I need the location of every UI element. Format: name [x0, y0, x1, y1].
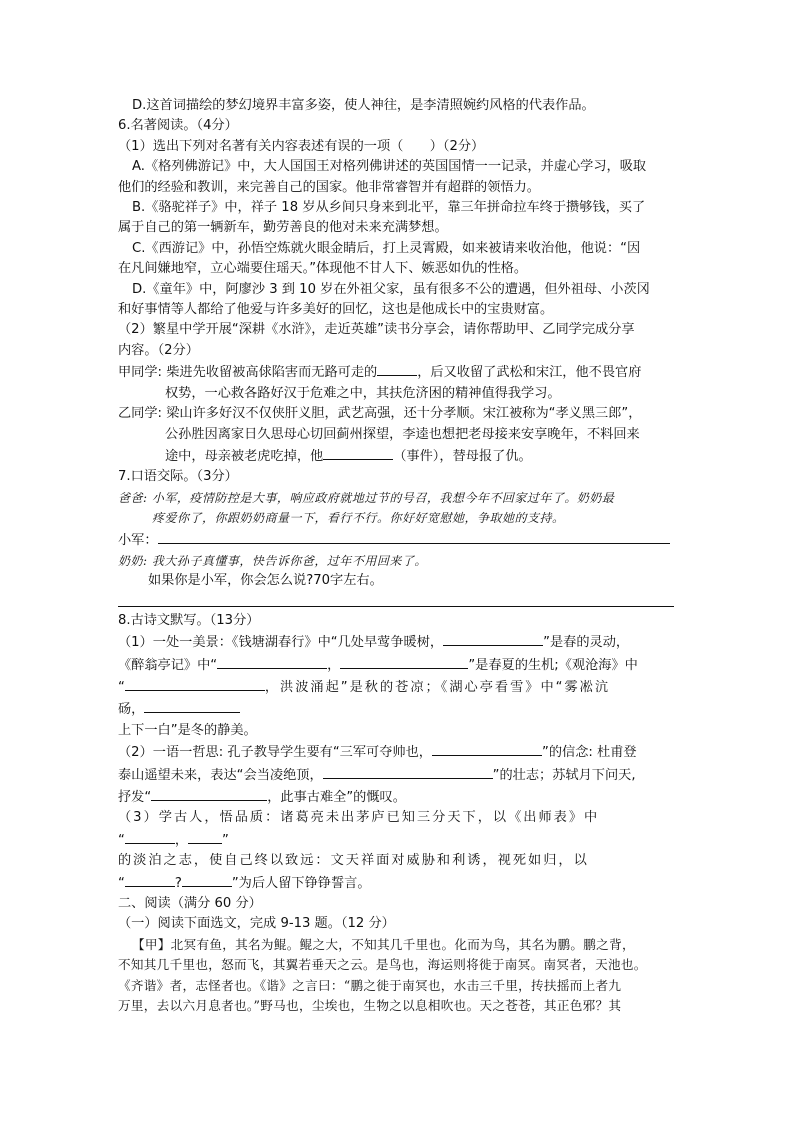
- q7-title: 7.口语交际。（3分）: [118, 469, 238, 485]
- q6-option-a-line1: A.《格列佛游记》中，大人国国王对格列佛讲述的英国国情一一记录，并虚心学习，吸取: [132, 159, 647, 175]
- q6-sub2-line2: 内容。（2分）: [118, 342, 199, 358]
- yi-line3: [118, 445, 678, 467]
- yi-line1: 乙同学: 梁山许多好汉不仅侠肝义胆，武艺高强，还十分孝顺。宋江被称为“孝义黑三郎”，: [118, 406, 642, 422]
- q8-p3-l4b: ?: [174, 875, 182, 891]
- passage-line3: 《齐谐》者，志怪者也。《谐》之言曰：“鹏之徙于南冥也，水击三千里，抟扶摇而上者九: [118, 977, 622, 993]
- q8-p1-line3: [118, 676, 678, 698]
- q8-p1-l1a: （1）一处一美景：《钱塘湖春行》中“几处早莺争暖树，: [118, 635, 444, 651]
- q8-blank-6[interactable]: [432, 741, 542, 756]
- q8-p1-l2a: 《醉翁亭记》中“: [118, 657, 218, 673]
- q8-blank-1[interactable]: [443, 631, 543, 646]
- passage-line4: 万里，去以六月息者也。”野马也，尘埃也，生物之以息相吹也。天之苍苍，其正色邪？其: [118, 998, 622, 1014]
- jia-text-a: 甲同学: 柴进先收留被高俅陷害而无路可走的: [118, 365, 378, 381]
- q6-option-a-line2: 他们的经验和教训，来完善自己的国家。他非常睿智并有超群的领悟力。: [118, 179, 540, 195]
- jia-blank[interactable]: [377, 361, 417, 376]
- q8-blank-3[interactable]: [340, 654, 468, 669]
- q6-option-b-line1: B.《骆驼祥子》中，祥子 18 岁从乡间只身来到北平，靠三年拼命拉车终于攒够钱，买了: [132, 200, 646, 216]
- q6-option-c-line2: 在凡间嫌地窄，立心端要住瑶天。”体现他不甘人下、嫉恶如仇的性格。: [118, 261, 528, 277]
- q6-title: 6.名著阅读。（4分）: [118, 118, 238, 134]
- q8-p2-l3b: ，此事古难全”的慨叹。: [267, 790, 406, 805]
- passage-line2: 不知其几千里也，怒而飞，其翼若垂天之云。是鸟也，海运则将徙于南冥。南冥者，天池也。: [118, 957, 647, 973]
- q8-title: 8.古诗文默写。（13分）: [118, 612, 260, 628]
- q8-p1-line4: [118, 698, 678, 720]
- jia-line1: [118, 361, 678, 383]
- q8-blank-5[interactable]: [144, 698, 240, 713]
- q8-p3-l2b: ，: [174, 832, 189, 848]
- q7-ask: 如果你是小军，你会怎么说?70字左右。: [148, 573, 383, 589]
- jia-text-b: ，后又收留了武松和宋江，他不畏官府: [417, 365, 642, 381]
- q6-option-d-line1: D.《童年》中，阿廖沙 3 到 10 岁在外祖父家，虽有很多不公的遭遇，但外祖母、小茨冈: [132, 281, 650, 297]
- q8-p2-l2a: 泰山遥望未来，表达“会当凌绝顶，: [118, 767, 323, 783]
- q8-p1-line2: [118, 654, 678, 676]
- q8-p3-l2c: ”: [222, 832, 229, 848]
- q6-sub1-prompt: （1）选出下列对名著有关内容表述有误的一项（ ）（2分）: [118, 138, 485, 154]
- q8-p2-line2: [118, 764, 678, 786]
- q6-option-c-line1: C.《西游记》中，孙悟空炼就火眼金睛后，打上灵霄殿，如来被请来收治他，他说：“因: [132, 240, 641, 256]
- q6-option-b-line2: 属于自己的第一辆新车，勤劳善良的他对未来充满梦想。: [118, 220, 448, 236]
- xiaojun-answer-blank[interactable]: [158, 529, 670, 544]
- q8-blank-11[interactable]: [125, 872, 175, 887]
- q8-p2-l1a: （2）一语一哲思: 孔子教导学生要有“三军可夺帅也，: [118, 745, 432, 761]
- q8-blank-4[interactable]: [125, 676, 265, 691]
- q8-p2-l1b: ”的信念: 杜甫登: [541, 745, 637, 761]
- xiaojun-label: 小军：: [118, 532, 158, 548]
- exam-page: [118, 96, 678, 1016]
- q8-blank-12[interactable]: [182, 872, 232, 887]
- yi-text-a: 途中，母亲被老虎吃掉，他: [165, 448, 324, 464]
- q7-answer-line[interactable]: [118, 592, 674, 607]
- part2-sec1: （一）阅读下面选文，完成 9-13 题。（12 分）: [118, 916, 395, 932]
- q8-p1-l3b: ，洪波涌起”是秋的苍凉；《湖心亭看雪》中“雾凇沆: [264, 679, 611, 695]
- q8-p3-line1: （3）学古人，悟品质：诸葛亮未出茅庐已知三分天下，以《出师表》中: [118, 810, 600, 826]
- q8-p3-l4c: ”为后人留下铮铮誓言。: [231, 875, 371, 891]
- grandma-line: 奶奶: 我大孙子真懂事，快告诉你爸，过年不用回来了。: [118, 553, 427, 568]
- q8-blank-10[interactable]: [188, 829, 222, 844]
- q8-p2-line1: [118, 741, 678, 763]
- q5-option-d: D.这首词描绘的梦幻境界丰富多姿，使人神往，是李清照婉约风格的代表作品。: [132, 98, 595, 113]
- passage-line1: 【甲】北冥有鱼，其名为鲲。鲲之大，不知其几千里也。化而为鸟，其名为鹏。鹏之背，: [132, 936, 635, 952]
- q8-p3-l4a: “: [118, 875, 125, 891]
- q8-p3-line2: [118, 829, 678, 851]
- q8-p2-line3: [118, 786, 678, 808]
- yi-line2: 公孙胜因离家日久思母心切回蓟州探望，李逵也想把老母接来安享晚年，不料回来: [165, 426, 640, 442]
- q8-blank-2[interactable]: [217, 654, 327, 669]
- q8-p1-l3a: “: [118, 679, 125, 695]
- jia-line2: 权势，一心救各路好汉于危难之中，其扶危济困的精神值得我学习。: [165, 385, 561, 401]
- xiaojun-line: [118, 529, 678, 551]
- q8-p1-l2c: ”是春夏的生机;《观沧海》中: [468, 657, 638, 673]
- dad-line1: 爸爸: 小军，疫情防控是大事，响应政府就地过节的号召，我想今年不回家过年了。奶奶最: [118, 490, 615, 505]
- yi-blank[interactable]: [323, 445, 393, 460]
- q8-blank-9[interactable]: [125, 829, 175, 844]
- q8-p1-line5: 上下一白”是冬的静美。: [118, 722, 257, 738]
- q8-p2-l2b: ”的壮志；苏轼月下问天,: [492, 767, 636, 783]
- q8-p1-l1b: ”是春的灵动，: [543, 635, 630, 651]
- q8-p1-line1: [118, 631, 678, 653]
- q8-p2-l3a: 抒发“: [118, 790, 152, 805]
- yi-text-b: （事件），替母报了仇。: [393, 448, 532, 464]
- q8-p1-l4: 砀，: [118, 702, 145, 718]
- dad-line2: 疼爱你了，你跟奶奶商量一下，看行不行。你好好宽慰她，争取她的支持。: [152, 511, 565, 526]
- q6-sub2-line1: （2）繁星中学开展“深耕《水浒》，走近英雄”读书分享会，请你帮助甲、乙同学完成分享: [118, 322, 635, 338]
- q8-blank-8[interactable]: [151, 786, 267, 801]
- q6-option-d-line2: 和好事情等人都给了他爱与许多美好的回忆，这也是他成长中的宝贵财富。: [118, 302, 554, 318]
- part2-title: 二、阅读（满分 60 分）: [118, 896, 262, 912]
- q8-p3-line4: [118, 872, 678, 894]
- q8-blank-7[interactable]: [323, 764, 493, 779]
- q8-p3-line3: 的淡泊之志，使自己终以致远：文天祥面对威胁和利诱，视死如归，以: [118, 853, 589, 869]
- q8-p3-l2a: “: [118, 832, 125, 848]
- q8-p1-l2b: ，: [327, 657, 341, 673]
